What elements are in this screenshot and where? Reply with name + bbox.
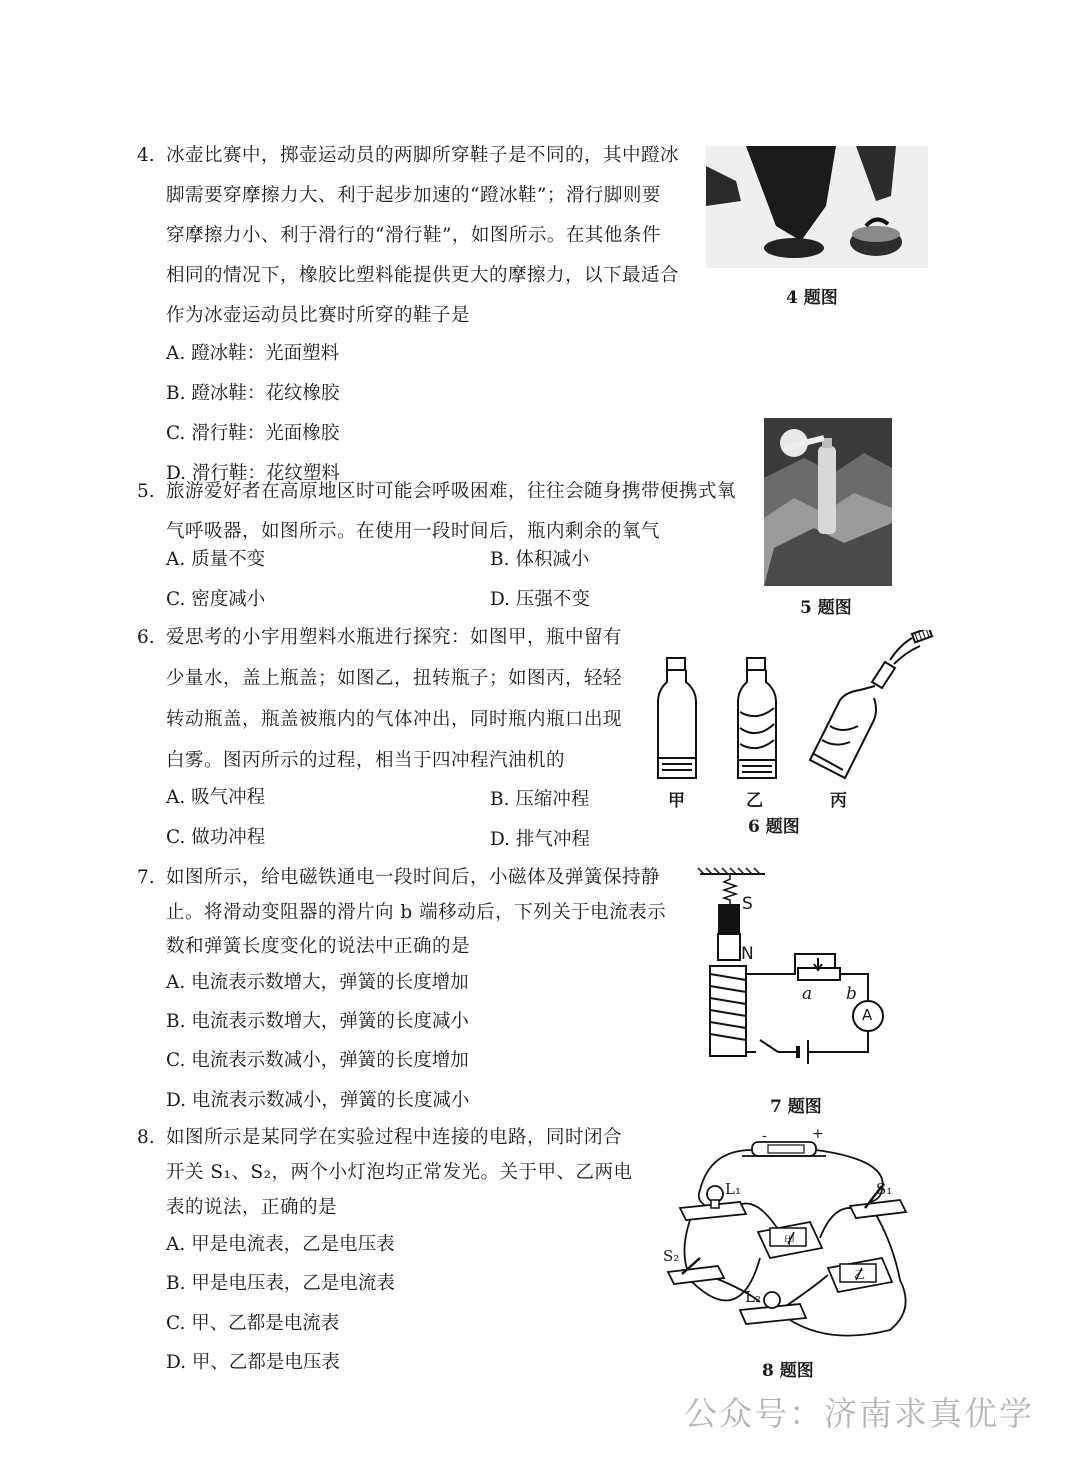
- q7-option-a: A. 电流表示数增大，弹簧的长度增加: [166, 972, 469, 993]
- q5-option-c: C. 密度减小: [166, 589, 266, 610]
- q6-label-bing: 丙: [830, 791, 847, 811]
- q6-caption: 6 题图: [748, 817, 800, 837]
- q6-option-d: D. 排气冲程: [490, 829, 590, 850]
- q8-line-3: 表的说法，正确的是: [166, 1197, 338, 1218]
- q6-number: 6.: [137, 627, 155, 648]
- watermark: 公众号：济南求真优学: [684, 1394, 1034, 1433]
- q4-option-b: B. 蹬冰鞋：花纹橡胶: [166, 383, 340, 404]
- q6-label-jia: 甲: [668, 791, 685, 811]
- q7-label-n: N: [741, 944, 754, 964]
- q8-option-a: A. 甲是电流表，乙是电压表: [166, 1234, 395, 1255]
- q6-label-yi: 乙: [746, 791, 763, 811]
- q7-line-3: 数和弹簧长度变化的说法中正确的是: [166, 936, 471, 957]
- q6-option-b: B. 压缩冲程: [490, 789, 590, 810]
- q8-label-l2: L₂: [745, 1288, 761, 1306]
- q5-option-d: D. 压强不变: [490, 589, 590, 610]
- q8-label-minus: -: [762, 1128, 767, 1144]
- q7-line-1: 如图所示，给电磁铁通电一段时间后，小磁体及弹簧保持静: [166, 867, 661, 888]
- q7-option-b: B. 电流表示数增大，弹簧的长度减小: [166, 1011, 469, 1032]
- q8-option-d: D. 甲、乙都是电压表: [166, 1352, 340, 1373]
- q7-option-d: D. 电流表示数减小，弹簧的长度减小: [166, 1090, 470, 1111]
- q8-label-l1: L₁: [725, 1180, 741, 1198]
- q7-label-b: b: [846, 984, 857, 1004]
- q8-option-c: C. 甲、乙都是电流表: [166, 1313, 340, 1334]
- q4-caption: 4 题图: [786, 288, 838, 308]
- q6-line-1: 爱思考的小宇用塑料水瓶进行探究：如图甲，瓶中留有: [166, 627, 623, 648]
- oxygen-bottle-photo: [764, 418, 892, 586]
- q5-line-2: 气呼吸器，如图所示。在使用一段时间后，瓶内剩余的氧气: [166, 521, 661, 542]
- q7-label-a: a: [802, 984, 813, 1004]
- q4-line-1: 冰壶比赛中，掷壶运动员的两脚所穿鞋子是不同的，其中蹬冰: [166, 145, 680, 166]
- q4-line-4: 相同的情况下，橡胶比塑料能提供更大的摩擦力，以下最适合: [166, 265, 680, 286]
- q8-label-yi: 乙: [854, 1268, 865, 1281]
- q6-option-a: A. 吸气冲程: [166, 787, 266, 808]
- q8-number: 8.: [137, 1127, 155, 1148]
- q6-line-2: 少量水，盖上瓶盖；如图乙，扭转瓶子；如图丙，轻轻: [166, 668, 623, 689]
- q8-line-2: 开关 S₁、S₂，两个小灯泡均正常发光。关于甲、乙两电: [166, 1162, 633, 1183]
- q6-option-c: C. 做功冲程: [166, 827, 266, 848]
- q7-label-ammeter: A: [862, 1006, 873, 1024]
- q4-option-c: C. 滑行鞋：光面橡胶: [166, 423, 340, 444]
- q4-option-d: D. 滑行鞋：花纹塑料: [166, 463, 340, 484]
- q8-option-b: B. 甲是电压表，乙是电流表: [166, 1273, 395, 1294]
- q5-option-b: B. 体积减小: [490, 549, 590, 570]
- q4-line-5: 作为冰壶运动员比赛时所穿的鞋子是: [166, 305, 471, 326]
- cap-flying: [912, 630, 932, 642]
- q8-label-jia: 甲: [784, 1234, 795, 1247]
- q8-label-plus: +: [812, 1126, 824, 1142]
- q6-line-3: 转动瓶盖，瓶盖被瓶内的气体冲出，同时瓶内瓶口出现: [166, 709, 623, 730]
- bottle-bing: [810, 638, 920, 778]
- bottle-yi: [738, 658, 776, 778]
- q8-line-1: 如图所示是某同学在实验过程中连接的电路，同时闭合: [166, 1127, 623, 1148]
- q8-caption: 8 题图: [762, 1361, 814, 1381]
- q8-label-s1: S₁: [876, 1180, 893, 1198]
- q7-line-2: 止。将滑动变阻器的滑片向 b 端移动后，下列关于电流表示: [166, 902, 667, 923]
- q7-option-c: C. 电流表示数减小，弹簧的长度增加: [166, 1050, 469, 1071]
- bottles-figure: [650, 630, 940, 790]
- q5-caption: 5 题图: [800, 598, 852, 618]
- q7-label-s: S: [742, 894, 753, 914]
- q4-line-3: 穿摩擦力小、利于滑行的“滑行鞋”，如图所示。在其他条件: [166, 225, 661, 246]
- q7-number: 7.: [137, 867, 155, 888]
- q4-line-2: 脚需要穿摩擦力大、利于起步加速的“蹬冰鞋”；滑行脚则要: [166, 185, 661, 206]
- q4-number: 4.: [137, 145, 155, 166]
- q5-number: 5.: [137, 481, 155, 502]
- bottle-jia: [658, 658, 696, 778]
- electromagnet-circuit: [690, 866, 890, 1066]
- q7-caption: 7 题图: [770, 1097, 822, 1117]
- q8-label-s2: S₂: [663, 1247, 680, 1265]
- curling-photo: [706, 146, 928, 268]
- q6-line-4: 白雾。图丙所示的过程，相当于四冲程汽油机的: [166, 750, 566, 771]
- q4-option-a: A. 蹬冰鞋：光面塑料: [166, 343, 340, 364]
- q5-option-a: A. 质量不变: [166, 549, 266, 570]
- q5-line-1: 旅游爱好者在高原地区时可能会呼吸困难，往往会随身携带便携式氧: [166, 481, 737, 502]
